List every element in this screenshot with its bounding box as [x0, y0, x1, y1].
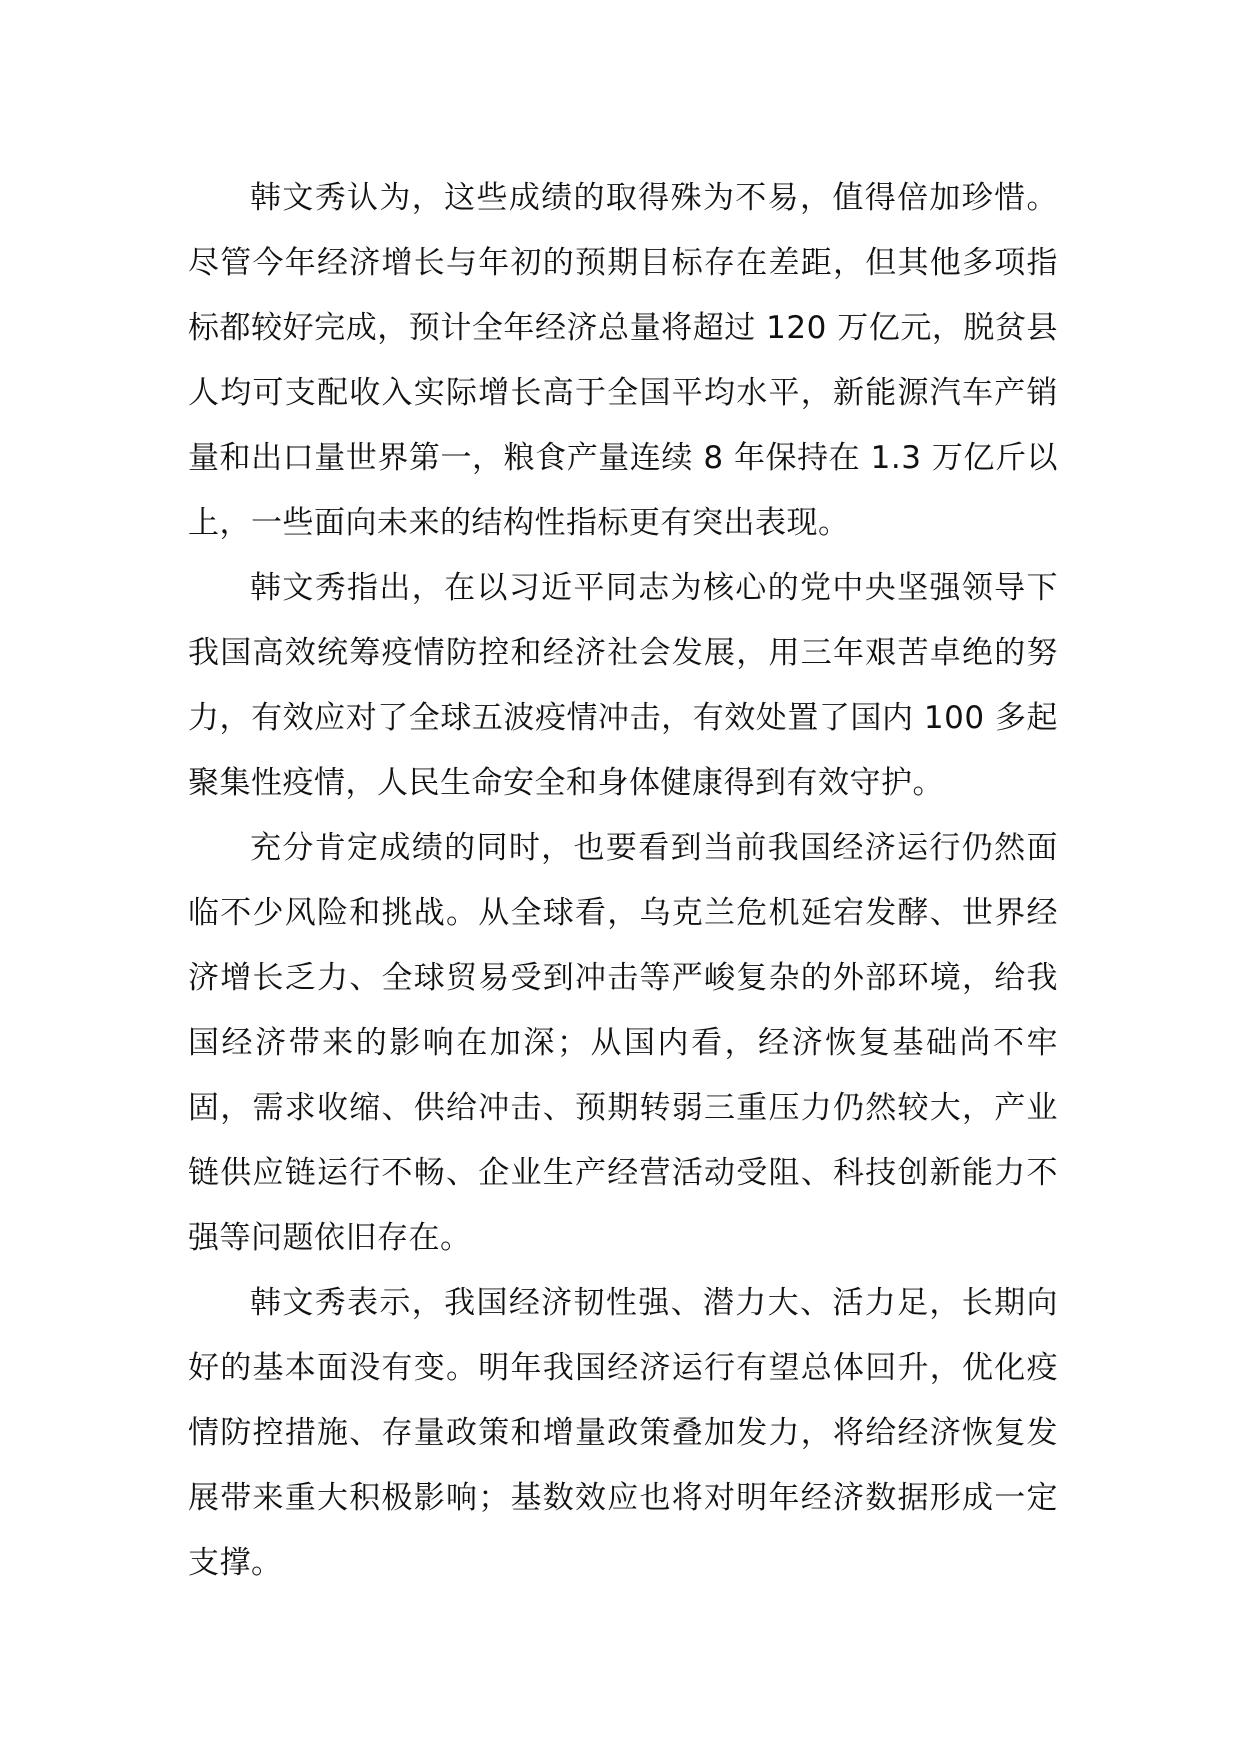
article-body — [188, 166, 1058, 1596]
paragraph-3: 充分肯定成绩的同时，也要看到当前我国经济运行仍然面临不少风险和挑战。从全球看，乌克兰危机延宕发酵、世界经济增长乏力、全球贸易受到冲击等严峻复杂的外部环境，给我国经济带来的影响在加深；从国内看，经济恢复基础尚不牢固，需求收缩、供给冲击、预期转弱三重压力仍然较大，产业链供应链运行不畅、企业生产经营活动受阻、科技创新能力不强等问题依旧存在。 — [188, 830, 1058, 1256]
paragraph-4: 韩文秀表示，我国经济韧性强、潜力大、活力足，长期向好的基本面没有变。明年我国经济运行有望总体回升，优化疫情防控措施、存量政策和增量政策叠加发力，将给经济恢复发展带来重大积极影响；基数效应也将对明年经济数据形成一定支撑。 — [188, 1285, 1058, 1581]
paragraph-1: 韩文秀认为，这些成绩的取得殊为不易，值得倍加珍惜。尽管今年经济增长与年初的预期目标存在差距，但其他多项指标都较好完成，预计全年经济总量将超过 120 万亿元，脱贫县人均可支配收入实际增长高于全国平均水平，新能源汽车产销量和出口量世界第一，粮食产量连续 8 年保持在 1.3 万亿斤以上，一些面向未来的结构性指标更有突出表现。 — [188, 180, 1058, 541]
paragraph-2: 韩文秀指出，在以习近平同志为核心的党中央坚强领导下我国高效统筹疫情防控和经济社会发展，用三年艰苦卓绝的努力，有效应对了全球五波疫情冲击，有效处置了国内 100 多起聚集性疫情，人民生命安全和身体健康得到有效守护。 — [188, 570, 1058, 801]
